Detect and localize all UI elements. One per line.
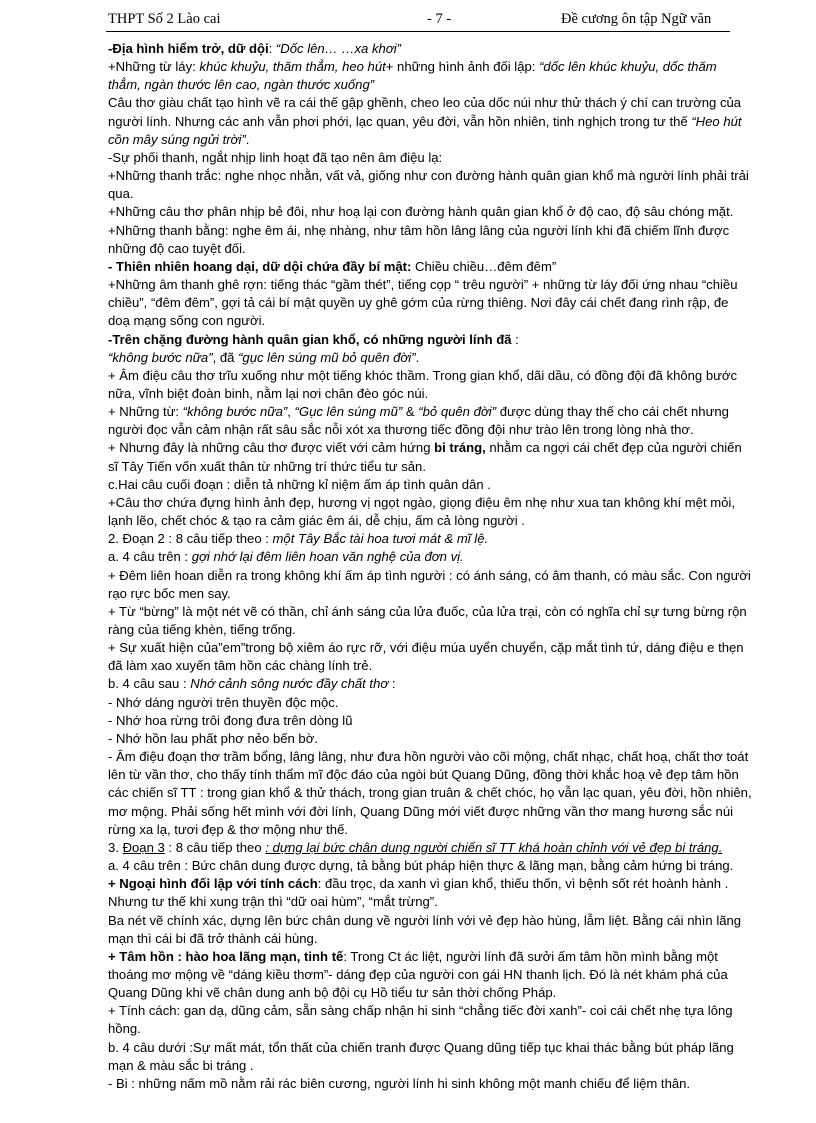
paragraph bbox=[108, 349, 753, 367]
text: : 8 câu tiếp theo bbox=[164, 839, 266, 855]
paragraph bbox=[108, 530, 753, 548]
text: : bbox=[268, 41, 276, 56]
quote: “dốc lên khúc khuỷu, dốc thăm thẳm, ngàn thước lên cao, ngàn thước xuống” bbox=[108, 59, 717, 93]
paragraph bbox=[108, 839, 753, 857]
paragraph bbox=[108, 948, 753, 1002]
quote: “gục lên súng mũ bỏ quên đời” bbox=[238, 349, 416, 365]
paragraph bbox=[108, 40, 753, 58]
paragraph: - Bi : những nấm mồ nằm rải rác biên cương, người lính hi sinh không một manh chiếu để liệm thân. bbox=[108, 1075, 691, 1091]
text: , đã bbox=[212, 349, 239, 365]
paragraph bbox=[108, 331, 753, 349]
document-body bbox=[108, 40, 753, 1093]
quote: “bỏ quên đời” bbox=[418, 404, 497, 420]
heading-text: -Địa hình hiểm trở, dữ dội bbox=[108, 41, 269, 56]
header-page-number: - 7 - bbox=[427, 11, 452, 27]
paragraph bbox=[108, 403, 753, 439]
emphasis: bi tráng, bbox=[434, 440, 486, 456]
heading-text: - Thiên nhiên hoang dại, dữ dội chứa đầy bí mật: bbox=[108, 258, 412, 274]
paragraph bbox=[108, 94, 753, 148]
paragraph: - Âm điệu đoạn thơ trầm bổng, lâng lâng, như đưa hồn người vào cõi mộng, chất nhạc, chất hoạ, chất thơ toát lên từ vần thơ, cho thấy tính thẩm mĩ độc đáo của ngòi bút Quang Dũng, đồng thời khắc hoạ vẻ đẹp tâm hồn các chiến sĩ TT : trong gian khổ & thử thách, trong gian truân & chết chóc, họ vẫn lạc quan, yêu đời, hồn nhiên, mơ mộng. Phải sống hết mình với đời lính, Quang Dũng mới viết được những vần thơ mang hương sắc núi rừng xa lạ, tươi đẹp & thơ mộng như thế. bbox=[108, 749, 752, 837]
text: a. 4 câu trên : bbox=[108, 549, 192, 565]
paragraph: + Từ “bừng” là một nét vẽ có thần, chỉ ánh sáng của lửa đuốc, của lửa trại, còn có nghĩa chỉ sự tưng bừng rộn ràng của tiếng khèn, tiếng trống. bbox=[108, 603, 747, 637]
text: : bbox=[388, 676, 396, 692]
text: . bbox=[415, 349, 420, 365]
paragraph: a. 4 câu trên : Bức chân dung được dựng, tả bằng bút pháp hiện thực & lãng mạn, bằng cảm hứng bi tráng. bbox=[108, 858, 734, 874]
quote: “Dốc lên… …xa khơi” bbox=[275, 41, 401, 56]
paragraph: - Nhớ hoa rừng trôi đong đưa trên dòng lũ bbox=[108, 712, 353, 728]
text: + những hình ảnh đối lập: bbox=[385, 59, 540, 75]
text: được dùng thay thế cho cái chết nhưng người đọc vẫn cảm nhận rất sâu sắc nỗi xót xa thương tiếc đồng đội như trào lên trong lòng nhà thơ. bbox=[108, 404, 729, 438]
paragraph: b. 4 câu dưới :Sự mất mát, tổn thất của chiến tranh được Quang dũng tiếp tục khai thác bằng bút pháp lãng mạn & màu sắc bi tráng . bbox=[108, 1039, 734, 1073]
quote: khúc khuỷu, thăm thẳm, heo hút bbox=[199, 59, 386, 75]
paragraph: Ba nét vẽ chính xác, dựng lên bức chân dung về người lính với vẻ đẹp hào hùng, lẫm liệt. Bằng cái nhìn lãng mạn thì cái bi đã trở thành cái hùng. bbox=[108, 912, 742, 946]
paragraph bbox=[108, 548, 753, 566]
text: 3. bbox=[108, 839, 123, 855]
paragraph: + Đêm liên hoan diễn ra trong không khí ấm áp tình người : có ánh sáng, có âm thanh, có màu sắc. Con người rạo rực bốc men say. bbox=[108, 567, 751, 601]
paragraph bbox=[108, 675, 753, 693]
text: + Những từ: bbox=[108, 404, 183, 420]
paragraph: -Sự phối thanh, ngắt nhịp linh hoạt đã tạo nên âm điệu lạ: bbox=[108, 149, 443, 165]
header-doc-title: Đề cương ôn tập Ngữ văn bbox=[561, 11, 712, 27]
paragraph: +Những thanh trắc: nghe nhọc nhằn, vất vả, giống như con đường hành quân gian khổ mà người lính phải trải qua. bbox=[108, 168, 749, 202]
text: . bbox=[245, 131, 250, 147]
paragraph bbox=[108, 875, 753, 911]
paragraph: +Những âm thanh ghê rợn: tiếng thác “gầm thét”, tiếng cọp “ trêu người” + những từ láy đối ứng nhau “chiều chiều”, “đêm đêm”, gợi tả cái bí mật quyền uy ghê gớm của rừng thiêng. Nơi đây cái chết đang rình rập, đe doạ mạng sống con người. bbox=[108, 277, 738, 329]
paragraph: + Tính cách: gan dạ, dũng cảm, sẵn sàng chấp nhận hi sinh “chẳng tiếc đời xanh”- coi cái chết nhẹ tựa lông hồng. bbox=[108, 1003, 733, 1037]
quote: “Heo hút cồn mây súng ngửi trời” bbox=[108, 113, 742, 147]
heading-text: + Ngoại hình đối lập với tính cách bbox=[108, 876, 318, 892]
header-school: THPT Số 2 Lào cai bbox=[108, 11, 221, 27]
paragraph bbox=[108, 58, 753, 94]
paragraph bbox=[108, 439, 753, 475]
paragraph: + Sự xuất hiện của”em”trong bộ xiêm áo rực rỡ, với điệu múa uyển chuyển, cặp mắt tình tứ, dáng điệu e thẹn đã làm xao xuyến tâm hồn các chàng lính trẻ. bbox=[108, 640, 744, 674]
paragraph bbox=[108, 258, 753, 276]
text: , bbox=[287, 404, 295, 420]
quote: Nhớ cảnh sông nước đầy chất thơ bbox=[190, 676, 389, 692]
paragraph: c.Hai câu cuối đoạn : diễn tả những kỉ niệm ấm áp tình quân dân . bbox=[108, 476, 491, 492]
text: Chiều chiều…đêm đêm” bbox=[411, 258, 557, 274]
text: : Trong Ct ác liệt, người lính đã sưởi ấm tâm hồn mình bằng một thoáng mơ mộng về “dáng kiều thơm”- dáng đẹp của người con gái HN thanh lịch. Đó là nét khám phá của Quang Dũng khi vẽ chân dung anh bộ đội cụ Hồ tiểu tư sản thời chống Pháp. bbox=[108, 948, 728, 1001]
paragraph: +Những câu thơ phân nhịp bẻ đôi, như hoạ lại con đường hành quân gian khổ ở độ cao, độ sâu chóng mặt. bbox=[108, 204, 734, 220]
quote: “Gục lên súng mũ” bbox=[294, 404, 403, 420]
underlined-text: Đoạn 3 bbox=[122, 839, 165, 855]
text: : đầu trọc, da xanh vì gian khổ, thiếu thốn, vì bệnh sốt rét hoành hành . Nhưng tư thế khi xung trận thì “dữ oai hùm”, “mắt trừng”. bbox=[108, 876, 729, 910]
paragraph: +Câu thơ chứa đựng hình ảnh đẹp, hương vị ngọt ngào, giọng điệu êm nhẹ như xua tan không khí mệt mỏi, lạnh lẽo, chết chóc & tạo ra cảm giác êm ái, dễ chịu, ấm cả lòng người . bbox=[108, 494, 735, 529]
paragraph: +Những thanh bằng: nghe êm ái, nhẹ nhàng, như tâm hồn lâng lâng của người lính khi đã chiếm lĩnh được những độ cao tuyệt đối. bbox=[108, 222, 730, 256]
paragraph: + Âm điệu câu thơ trĩu xuống như một tiếng khóc thầm. Trong gian khổ, dãi dầu, có đồng đội đã không bước nữa, vĩnh biệt đoàn binh, nằm lại nơi chân đèo góc núi. bbox=[108, 367, 738, 401]
header-rule bbox=[106, 31, 730, 32]
quote: “không bước nữa” bbox=[182, 404, 288, 420]
text: & bbox=[402, 404, 419, 420]
heading-text: + Tâm hồn : hào hoa lãng mạn, tinh tế bbox=[108, 948, 344, 964]
text: b. 4 câu sau : bbox=[108, 676, 191, 692]
text: : bbox=[511, 331, 519, 347]
quote: “không bước nữa” bbox=[108, 349, 213, 365]
paragraph: - Nhớ hồn lau phất phơ nẻo bến bờ. bbox=[108, 730, 318, 746]
heading-text: -Trên chặng đường hành quân gian khổ, có những người lính đã bbox=[108, 331, 512, 347]
paragraph: - Nhớ dáng người trên thuyền độc mộc. bbox=[108, 694, 339, 710]
quote: gợi nhớ lại đêm liên hoan văn nghệ của đơn vị. bbox=[191, 549, 464, 565]
text: + Nhưng đây là những câu thơ được viết với cảm hứng bbox=[108, 440, 435, 456]
quote: một Tây Bắc tài hoa tươi mát & mĩ lệ. bbox=[272, 531, 489, 547]
text: nhằm ca ngợi cái chết đẹp của người chiến sĩ Tây Tiến vốn xuất thân từ những trí thức tiểu tư sản. bbox=[108, 440, 742, 474]
text: +Những từ láy: bbox=[108, 59, 200, 75]
quote: : dựng lại bức chân dung người chiến sĩ TT khá hoàn chỉnh với vẻ đẹp bi tráng. bbox=[265, 839, 723, 855]
text: 2. Đoạn 2 : 8 câu tiếp theo : bbox=[108, 531, 273, 547]
text: Câu thơ giàu chất tạo hình vẽ ra cái thế gập ghềnh, cheo leo của dốc núi như thử thách ý chí can trường của người lính. Nhưng các anh vẫn phơi phới, lạc quan, yêu đời, vẫn hồn nhiên, tinh nghịch trong tư thế bbox=[108, 95, 742, 129]
